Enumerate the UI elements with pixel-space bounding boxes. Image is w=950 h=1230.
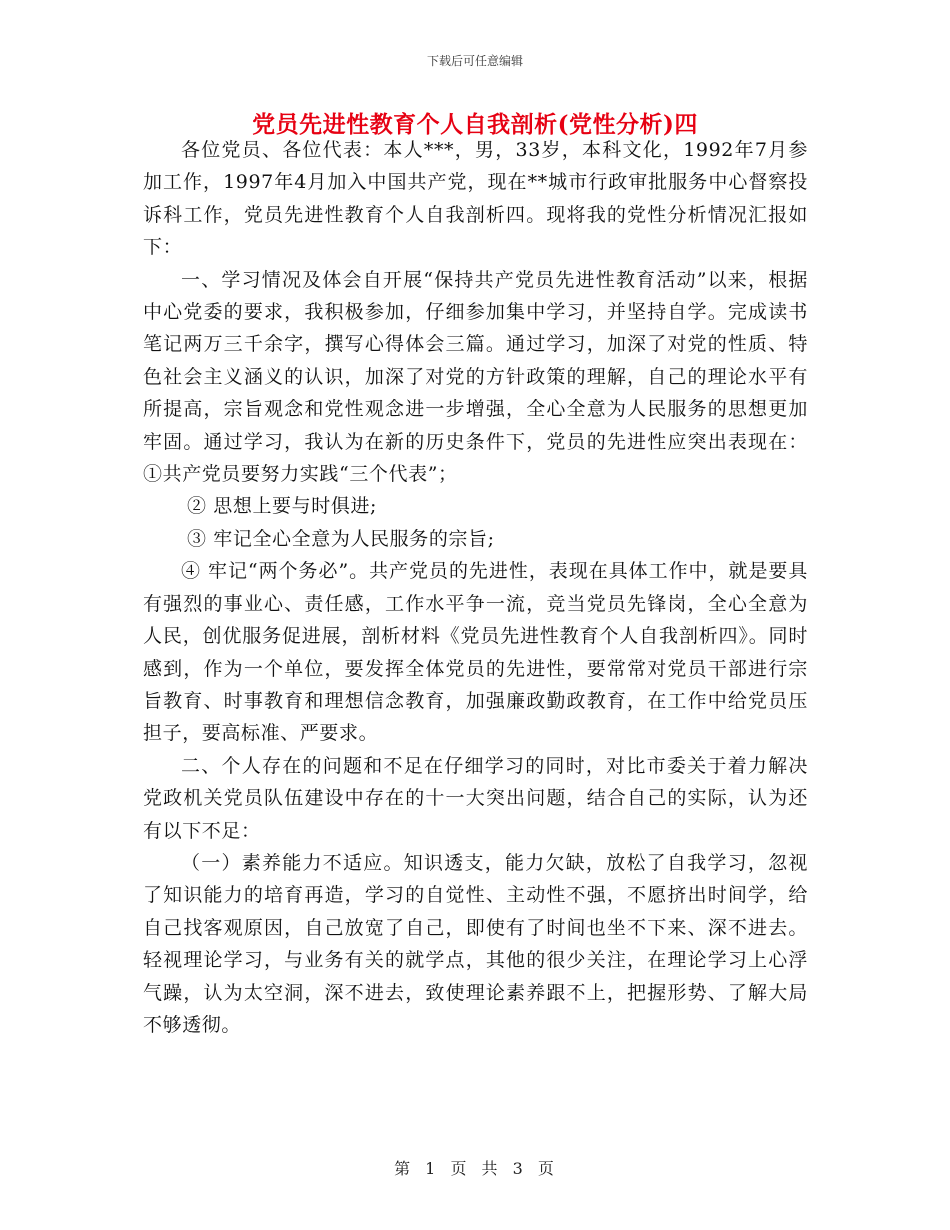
list-item-4: ④ 牢记“两个务必”。共产党员的先进性，表现在具体工作中，就是要具有强烈的事业心、责任感，工作水平争一流，竞当党员先锋岗，全心全意为人民，创优服务促进展，剖析材料《党员先进性教育个人自我剖析四》。同时感到，作为一个单位，要发挥全体党员的先进性，要常常对党员干部进行宗旨教育、时事教育和理想信念教育，加强廉政勤政教育，在工作中给党员压担子，要高标准、严要求。 [143, 560, 808, 745]
paragraph-section-one: 一、学习情况及体会自开展“保持共产党员先进性教育活动”以来，根据中心党委的要求，我积极参加，仔细参加集中学习，并坚持自学。完成读书笔记两万三千余字，撰写心得体会三篇。通过学习，加深了对党的性质、特色社会主义涵义的认识，加深了对党的方针政策的理解，自己的理论水平有所提高，宗旨观念和党性观念进一步增强，全心全意为人民服务的思想更加牢固。通过学习，我认为在新的历史条件下，党员的先进性应突出表现在：①共产党员要努力实践“三个代表”； [143, 268, 808, 486]
paragraph-section-two: 二、个人存在的问题和不足在仔细学习的同时，对比市委关于着力解决党政机关党员队伍建设中存在的十一大突出问题，结合自己的实际，认为还有以下不足： [143, 754, 808, 842]
document-title: 党员先进性教育个人自我剖析(党性分析)四 [252, 111, 698, 138]
paragraph-intro: 各位党员、各位代表：本人***，男，33岁，本科文化，1992年7月参加工作，1997年4月加入中国共产党，现在**城市行政审批服务中心督察投诉科工作，党员先进性教育个人自我剖析四。现将我的党性分析情况汇报如下： [143, 139, 808, 259]
list-item-3: ③ 牢记全心全意为人民服务的宗旨; [187, 527, 495, 550]
paragraph-subsection-one: （一）素养能力不适应。知识透支，能力欠缺，放松了自我学习，忽视了知识能力的培育再造，学习的自觉性、主动性不强，不愿挤出时间学，给自己找客观原因，自己放宽了自己，即使有了时间也坐不下来、深不进去。轻视理论学习，与业务有关的就学点，其他的很少关注，在理论学习上心浮气躁，认为太空洞，深不进去，致使理论素养跟不上，把握形势、了解大局不够透彻。 [143, 851, 808, 1036]
page-header-note: 下载后可任意编辑 [426, 54, 523, 68]
page-number-footer: 第 1 页 共 3 页 [394, 1159, 556, 1178]
document-body [143, 134, 808, 1041]
list-item-2: ② 思想上要与时俱进; [187, 495, 378, 518]
